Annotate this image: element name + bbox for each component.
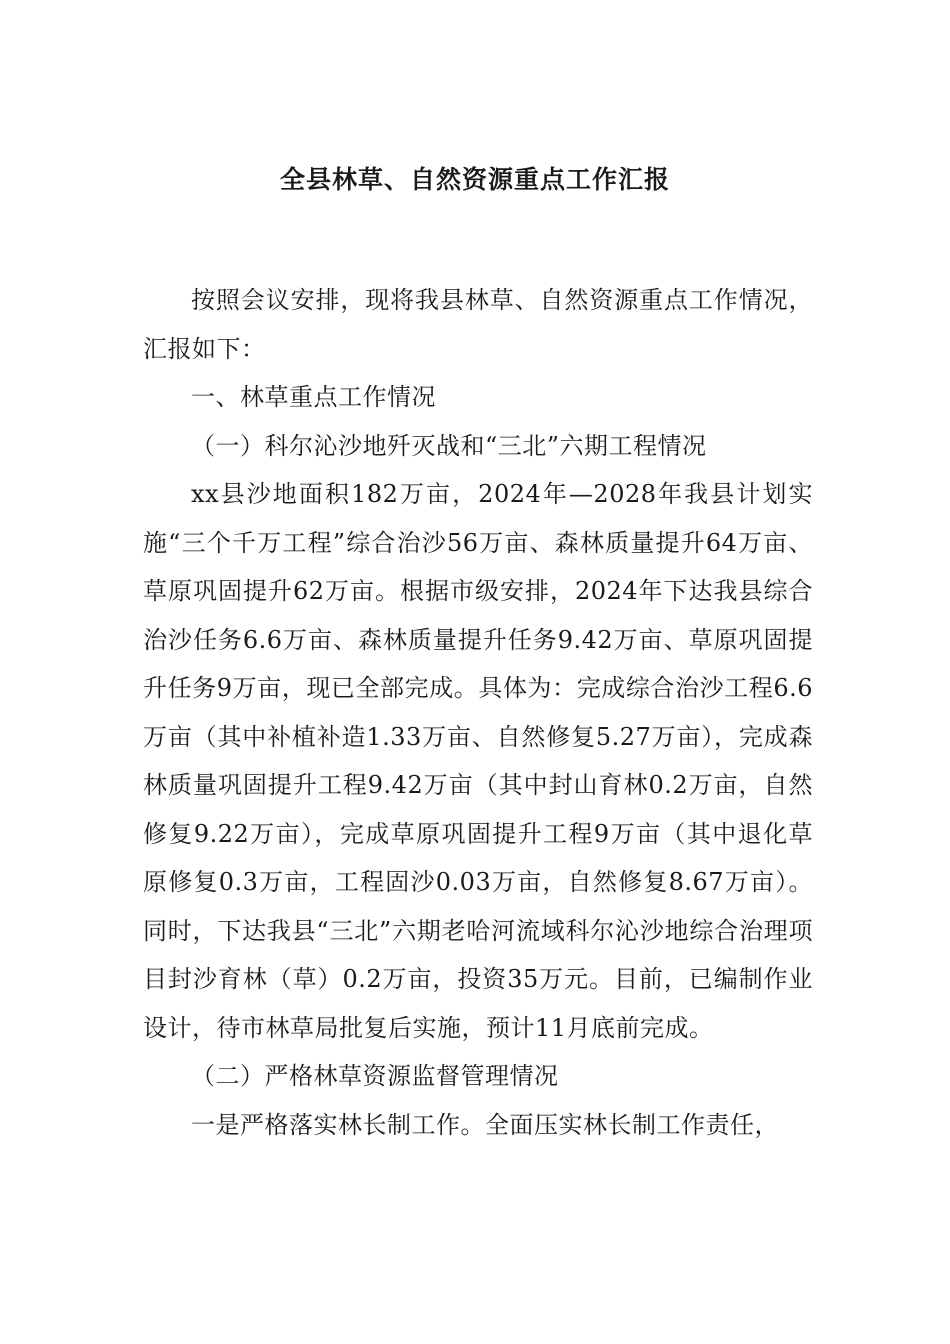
section-heading-1: 一、林草重点工作情况 [191,383,436,411]
document-title: 全县林草、自然资源重点工作汇报 [279,165,670,194]
body-paragraph-2: 一是严格落实林长制工作。全面压实林长制工作责任， [191,1110,779,1139]
body-paragraph-1: xx县沙地面积182万亩，2024年—2028年我县计划实施“三个千万工程”综合治沙56万亩、森林质量提升64万亩、草原巩固提升62万亩。根据市级安排，2024年下达我县综合治沙任务6.6万亩、森林质量提升任务9.42万亩、草原巩固提升任务9万亩，现已全部完成。具体为：完成综合治沙工程6.6万亩（其中补植补造1.33万亩、自然修复5.27万亩），完成森林质量巩固提升工程9.42万亩（其中封山育林0.2万亩，自然修复9.22万亩），完成草原巩固提升工程9万亩（其中退化草原修复0.3万亩，工程固沙0.03万亩，自然修复8.67万亩）。同时，下达我县“三北”六期老哈河流域科尔沁沙地综合治理项目封沙育林（草）0.2万亩，投资35万元。目前，已编制作业设计，待市林草局批复后实施，预计11月底前完成。 [143,480,813,1042]
document-body [143,276,813,1149]
intro-paragraph: 按照会议安排，现将我县林草、自然资源重点工作情况，汇报如下： [143,286,813,363]
subsection-heading-2: （二）严格林草资源监督管理情况 [191,1062,559,1090]
subsection-heading-1: （一）科尔沁沙地歼灭战和“三北”六期工程情况 [191,431,707,460]
